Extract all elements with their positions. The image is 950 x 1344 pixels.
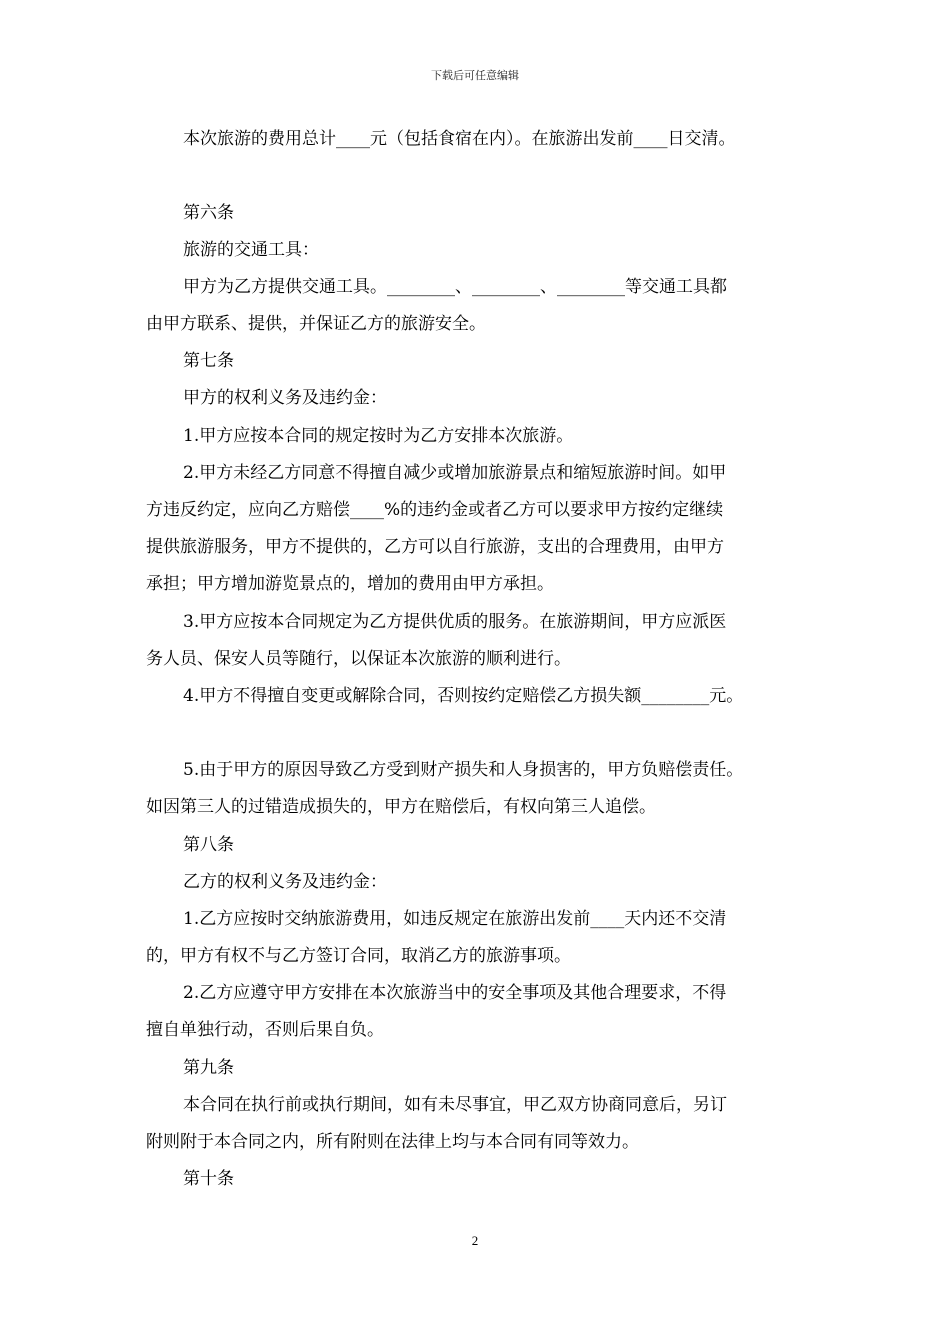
paragraph-line: 1.甲方应按本合同的规定按时为乙方安排本次旅游。 <box>183 426 574 446</box>
paragraph-line: 5.由于甲方的原因导致乙方受到财产损失和人身损害的，甲方负赔偿责任。 <box>183 760 744 780</box>
paragraph-line: 2.甲方未经乙方同意不得擅自减少或增加旅游景点和缩短旅游时间。如甲 <box>183 463 727 483</box>
paragraph-line: 3.甲方应按本合同规定为乙方提供优质的服务。在旅游期间，甲方应派医 <box>183 612 727 632</box>
paragraph-line: 本合同在执行前或执行期间，如有未尽事宜，甲乙双方协商同意后，另订 <box>183 1095 727 1115</box>
paragraph-line: 的，甲方有权不与乙方签订合同，取消乙方的旅游事项。 <box>146 946 571 966</box>
paragraph-line: 2.乙方应遵守甲方安排在本次旅游当中的安全事项及其他合理要求，不得 <box>183 983 727 1003</box>
paragraph-line: 乙方的权利义务及违约金： <box>183 872 387 892</box>
paragraph-line: 擅自单独行动，否则后果自负。 <box>146 1020 384 1040</box>
paragraph-line: 由甲方联系、提供，并保证乙方的旅游安全。 <box>146 314 486 334</box>
page-header: 下载后可任意编辑 <box>431 69 519 82</box>
paragraph-line: 4.甲方不得擅自变更或解除合同，否则按约定赔偿乙方损失额________元。 <box>183 686 744 706</box>
article-heading: 第九条 <box>183 1058 234 1078</box>
paragraph-line: 提供旅游服务，甲方不提供的，乙方可以自行旅游，支出的合理费用，由甲方 <box>146 537 724 557</box>
article-heading: 第十条 <box>183 1169 234 1189</box>
paragraph-line: 附则附于本合同之内，所有附则在法律上均与本合同有同等效力。 <box>146 1132 639 1152</box>
page-number: 2 <box>471 1233 479 1248</box>
paragraph-line: 如因第三人的过错造成损失的，甲方在赔偿后，有权向第三人追偿。 <box>146 797 656 817</box>
article-heading: 第七条 <box>183 351 234 371</box>
paragraph-line: 承担；甲方增加游览景点的，增加的费用由甲方承担。 <box>146 574 554 594</box>
paragraph-line: 方违反约定，应向乙方赔偿____%的违约金或者乙方可以要求甲方按约定继续 <box>146 500 724 520</box>
paragraph-line: 旅游的交通工具： <box>183 240 319 260</box>
paragraph-line: 务人员、保安人员等随行，以保证本次旅游的顺利进行。 <box>146 649 571 669</box>
paragraph-line: 甲方为乙方提供交通工具。________、________、________等交通工具都 <box>183 277 727 297</box>
article-heading: 第六条 <box>183 203 234 223</box>
article-heading: 第八条 <box>183 835 234 855</box>
paragraph-line: 本次旅游的费用总计____元（包括食宿在内）。在旅游出发前____日交清。 <box>183 129 736 149</box>
paragraph-line: 1.乙方应按时交纳旅游费用，如违反规定在旅游出发前____天内还不交清 <box>183 909 727 929</box>
paragraph-line: 甲方的权利义务及违约金： <box>183 388 387 408</box>
